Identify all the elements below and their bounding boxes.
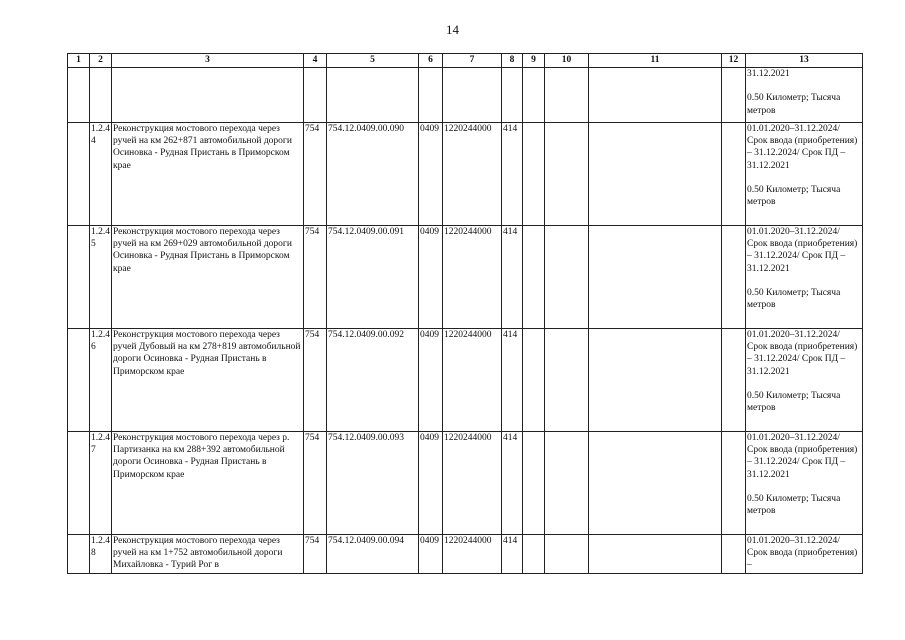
- cell-col8: 414: [502, 123, 523, 226]
- data-table: [67, 53, 863, 574]
- table-row-continuation: [68, 68, 863, 123]
- cell-col4: 754: [304, 535, 327, 574]
- cell-num: 1.2.4 7: [90, 432, 112, 535]
- cell-col13: 01.01.2020–31.12.2024/ Срок ввода (приобретения) – 31.12.2024/ Срок ПД – 31.12.2021 0.50 Километр; Тысяча метров: [746, 329, 863, 432]
- cell-col6: 0409: [419, 329, 443, 432]
- header-cell: 13: [746, 54, 863, 68]
- header-cell: 7: [443, 54, 502, 68]
- header-cell: 5: [327, 54, 419, 68]
- cell-col13: 01.01.2020–31.12.2024/ Срок ввода (приобретения) – 31.12.2024/ Срок ПД – 31.12.2021 0.50 Километр; Тысяча метров: [746, 123, 863, 226]
- cell-name: Реконструкция мостового перехода через р. Партизанка на км 288+392 автомобильной дороги Осиновка - Рудная Пристань в Приморском крае: [112, 432, 304, 535]
- cell-col5: 754.12.0409.00.094: [327, 535, 419, 574]
- table-row: [68, 329, 863, 432]
- cell-col13: 01.01.2020–31.12.2024/ Срок ввода (приобретения) – 31.12.2024/ Срок ПД – 31.12.2021 0.50 Километр; Тысяча метров: [746, 432, 863, 535]
- header-cell: 4: [304, 54, 327, 68]
- cell-name: Реконструкция мостового перехода через ручей на км 1+752 автомобильной дороги Михайловка - Турий Рог в: [112, 535, 304, 574]
- cell-col6: 0409: [419, 123, 443, 226]
- cell-col6: 0409: [419, 226, 443, 329]
- cell-col8: 414: [502, 329, 523, 432]
- cell-col8: 414: [502, 226, 523, 329]
- cell-col6: 0409: [419, 535, 443, 574]
- table-row: [68, 123, 863, 226]
- table-row: [68, 535, 863, 574]
- cell-col5: 754.12.0409.00.092: [327, 329, 419, 432]
- cell-col8: 414: [502, 535, 523, 574]
- cell-col13: 01.01.2020–31.12.2024/ Срок ввода (приобретения) –: [746, 535, 863, 574]
- cell-name: Реконструкция мостового перехода через ручей Дубовый на км 278+819 автомобильной дороги Осиновка - Рудная Пристань в Приморском крае: [112, 329, 304, 432]
- header-cell: 12: [722, 54, 746, 68]
- header-cell: 8: [502, 54, 523, 68]
- header-cell: 10: [545, 54, 589, 68]
- cell-col5: 754.12.0409.00.091: [327, 226, 419, 329]
- table-row: [68, 432, 863, 535]
- header-cell: 9: [523, 54, 545, 68]
- cell-col7: 1220244000: [443, 432, 502, 535]
- cell-col5: 754.12.0409.00.090: [327, 123, 419, 226]
- header-cell: 6: [419, 54, 443, 68]
- cell-num: 1.2.4 6: [90, 329, 112, 432]
- cell-name: Реконструкция мостового перехода через ручей на км 269+029 автомобильной дороги Осиновка - Рудная Пристань в Приморском крае: [112, 226, 304, 329]
- header-cell: 3: [112, 54, 304, 68]
- cell-col13: 01.01.2020–31.12.2024/ Срок ввода (приобретения) – 31.12.2024/ Срок ПД – 31.12.2021 0.50 Километр; Тысяча метров: [746, 226, 863, 329]
- cell-col7: 1220244000: [443, 329, 502, 432]
- cell-col7: 1220244000: [443, 535, 502, 574]
- cell-col5: 754.12.0409.00.093: [327, 432, 419, 535]
- cell-num: 1.2.4 4: [90, 123, 112, 226]
- header-cell: 2: [90, 54, 112, 68]
- cell-col7: 1220244000: [443, 123, 502, 226]
- cell-col6: 0409: [419, 432, 443, 535]
- cell-col4: 754: [304, 123, 327, 226]
- cell-col8: 414: [502, 432, 523, 535]
- cell-col4: 754: [304, 329, 327, 432]
- header-row: [68, 54, 863, 68]
- cell-col4: 754: [304, 432, 327, 535]
- cell-col4: 754: [304, 226, 327, 329]
- cell-name: Реконструкция мостового перехода через ручей на км 262+871 автомобильной дороги Осиновка - Рудная Пристань в Приморском крае: [112, 123, 304, 226]
- header-cell: 1: [68, 54, 90, 68]
- table-row: [68, 226, 863, 329]
- cell-col13: 31.12.2021 0.50 Километр; Тысяча метров: [746, 68, 863, 123]
- header-cell: 11: [589, 54, 722, 68]
- cell-num: 1.2.4 5: [90, 226, 112, 329]
- page-number: 14: [446, 22, 459, 37]
- cell-num: 1.2.4 8: [90, 535, 112, 574]
- cell-col7: 1220244000: [443, 226, 502, 329]
